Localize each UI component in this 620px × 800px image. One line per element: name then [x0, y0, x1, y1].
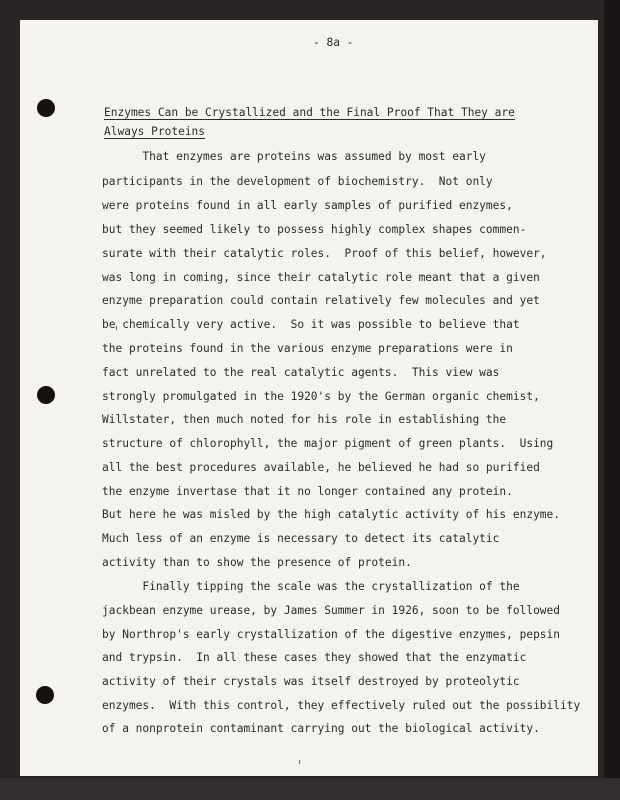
paragraph-1-line: enzyme preparation could contain relatively few molecules and yet	[102, 294, 540, 307]
paragraph-1-line: Much less of an enzyme is necessary to detect its catalytic	[102, 532, 500, 545]
paragraph-1-line: structure of chlorophyll, the major pigment of green plants. Using	[102, 437, 554, 450]
paragraph-1-line: Willstater, then much noted for his role in establishing the	[102, 413, 507, 426]
paragraph-2-line: enzymes. With this control, they effectively ruled out the possibility	[102, 699, 581, 712]
punch-hole-bottom	[36, 686, 54, 704]
scan-mark	[299, 760, 300, 764]
page-number: - 8a -	[313, 36, 354, 49]
section-heading-line-1: Enzymes Can be Crystallized and the Final Proof That They are	[104, 106, 515, 119]
paragraph-2-line: activity of their crystals was itself destroyed by proteolytic	[102, 675, 520, 688]
paragraph-1-line: the proteins found in the various enzyme preparations were in	[102, 342, 513, 355]
paragraph-1-line: surate with their catalytic roles. Proof of this belief, however,	[102, 247, 547, 260]
punch-hole-top	[37, 99, 55, 117]
paragraph-1-line: activity than to show the presence of protein.	[102, 556, 412, 569]
paragraph-1-line: but they seemed likely to possess highly complex shapes commen-	[102, 223, 527, 236]
paragraph-1-line: strongly promulgated in the 1920's by the German organic chemist,	[102, 390, 540, 403]
paragraph-2-line: jackbean enzyme urease, by James Summer in 1926, soon to be followed	[102, 604, 561, 617]
paragraph-2-line: by Northrop's early crystallization of the digestive enzymes, pepsin	[102, 628, 561, 641]
paragraph-2-line: and trypsin. In all these cases they showed that the enzymatic	[102, 651, 527, 664]
scan-edge-right	[604, 0, 620, 800]
paragraph-1-line: fact unrelated to the real catalytic agents. This view was	[102, 366, 500, 379]
paragraph-1-line: be chemically very active. So it was possible to believe that	[102, 318, 520, 331]
paragraph-1-line: were proteins found in all early samples of purified enzymes,	[102, 199, 513, 212]
paragraph-1-line: But here he was misled by the high catalytic activity of his enzyme.	[102, 508, 561, 521]
paragraph-2-line: of a nonprotein contaminant carrying out the biological activity.	[102, 722, 540, 735]
section-heading-line-2: Always Proteins	[104, 125, 206, 138]
paragraph-1-line: That enzymes are proteins was assumed by most early	[102, 150, 486, 163]
scan-edge-bottom	[0, 778, 620, 800]
paragraph-1-line: was long in coming, since their catalytic role meant that a given	[102, 271, 540, 284]
paragraph-1-line: participants in the development of biochemistry. Not only	[102, 175, 493, 188]
punch-hole-middle	[37, 386, 55, 404]
paragraph-2-line: Finally tipping the scale was the crystallization of the	[102, 580, 520, 593]
paragraph-1-line: all the best procedures available, he believed he had so purified	[102, 461, 540, 474]
paragraph-1-line: the enzyme invertase that it no longer contained any protein.	[102, 485, 513, 498]
